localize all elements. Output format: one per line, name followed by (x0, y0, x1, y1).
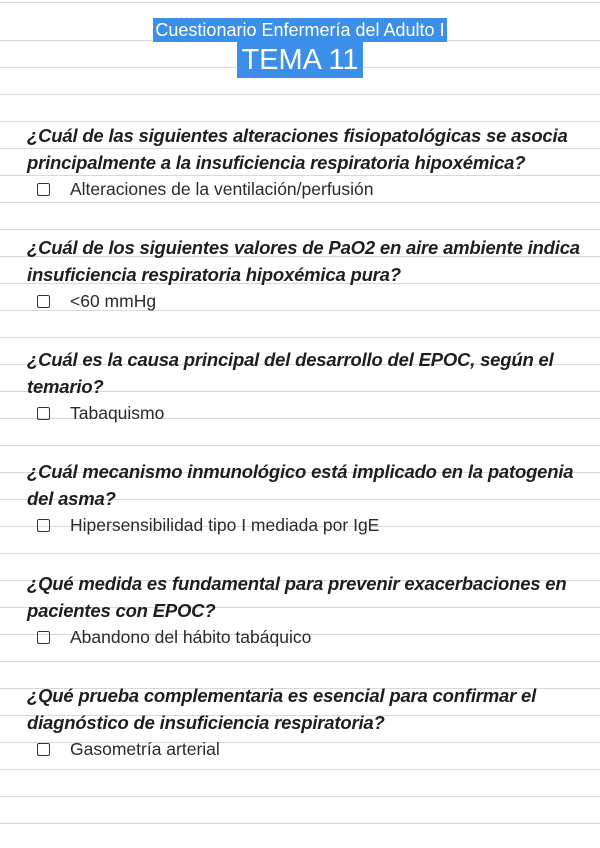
question-text: ¿Qué medida es fundamental para prevenir exacerbaciones en pacientes con EPOC? (27, 573, 567, 621)
quiz-item (27, 458, 582, 539)
question-text: ¿Qué prueba complementaria es esencial para confirmar el diagnóstico de insuficiencia respiratoria? (27, 685, 537, 733)
checkbox-icon[interactable] (37, 743, 50, 756)
checkbox-icon[interactable] (37, 295, 50, 308)
answer-text: Alteraciones de la ventilación/perfusión (70, 179, 374, 199)
quiz-item (27, 346, 582, 427)
question-text: ¿Cuál de los siguientes valores de PaO2 en aire ambiente indica insuficiencia respiratoria hipoxémica pura? (27, 237, 580, 285)
answer-text: Tabaquismo (70, 403, 165, 423)
question-text: ¿Cuál mecanismo inmunológico está implicado en la patogenia del asma? (27, 461, 574, 509)
quiz-item (27, 570, 582, 651)
document-title: TEMA 11 (237, 42, 362, 78)
answer-text: <60 mmHg (70, 291, 157, 311)
answer-option[interactable] (27, 512, 582, 539)
quiz-list (27, 122, 582, 794)
answer-option[interactable] (27, 624, 582, 651)
question-text: ¿Cuál de las siguientes alteraciones fisiopatológicas se asocia principalmente a la insuficiencia respiratoria hipoxémica? (27, 125, 568, 173)
checkbox-icon[interactable] (37, 631, 50, 644)
answer-option[interactable] (27, 176, 582, 203)
checkbox-icon[interactable] (37, 183, 50, 196)
quiz-item (27, 682, 582, 763)
checkbox-icon[interactable] (37, 407, 50, 420)
answer-text: Gasometría arterial (70, 739, 220, 759)
quiz-item (27, 234, 582, 315)
checkbox-icon[interactable] (37, 519, 50, 532)
answer-option[interactable] (27, 288, 582, 315)
question-text: ¿Cuál es la causa principal del desarrollo del EPOC, según el temario? (27, 349, 554, 397)
answer-option[interactable] (27, 400, 582, 427)
document-header (0, 18, 600, 78)
answer-option[interactable] (27, 736, 582, 763)
answer-text: Hipersensibilidad tipo I mediada por IgE (70, 515, 380, 535)
document-subtitle: Cuestionario Enfermería del Adulto I (155, 20, 445, 40)
quiz-item (27, 122, 582, 203)
answer-text: Abandono del hábito tabáquico (70, 627, 312, 647)
